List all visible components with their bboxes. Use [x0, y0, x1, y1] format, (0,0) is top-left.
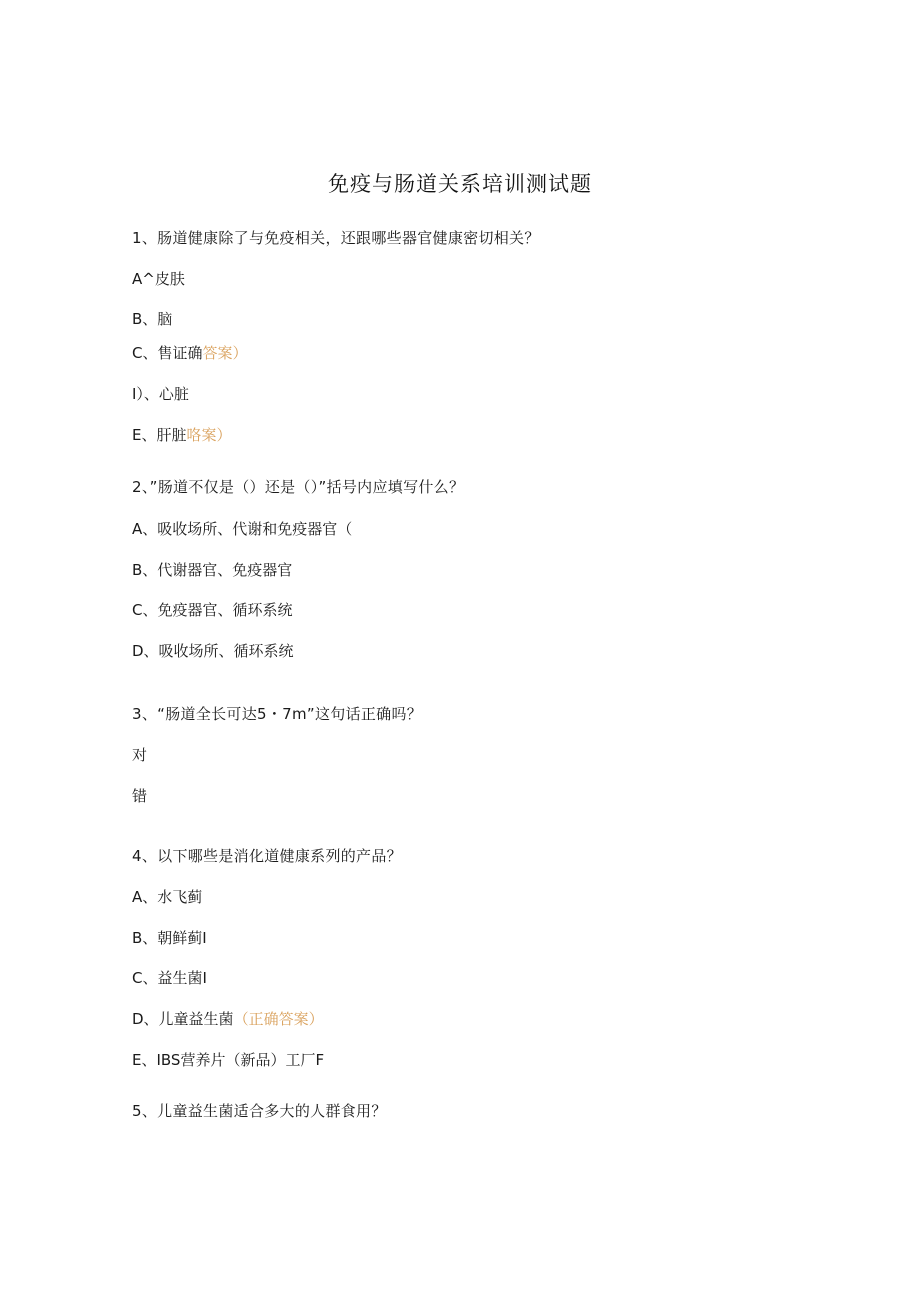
option-label: I）、心脏 — [132, 385, 189, 403]
option-label: C、益生菌I — [132, 969, 207, 987]
question-4-option-e — [132, 1050, 324, 1070]
question-4-option-b — [132, 928, 207, 948]
question-2-option-c — [132, 600, 292, 620]
document-title: 免疫与肠道关系培训测试题 — [328, 172, 592, 196]
question-1-option-d — [132, 384, 189, 404]
option-label: A、水飞蓟 — [132, 888, 203, 906]
option-label: C、免疫器官、循环系统 — [132, 601, 293, 619]
question-3-option-true — [132, 745, 147, 765]
question-4-option-c — [132, 968, 207, 988]
question-2-option-b — [132, 560, 292, 580]
answer-mark: 咯案） — [186, 426, 232, 444]
option-label: D、儿童益生菌 — [132, 1010, 234, 1028]
question-4: 4、以下哪些是消化道健康系列的产品？ — [132, 847, 402, 865]
option-label: E、IBS营养片（新品）工厂F — [132, 1051, 325, 1069]
option-label: 对 — [132, 746, 148, 764]
option-label: A、吸收场所、代谢和免疫器官（ — [132, 520, 353, 538]
question-2: 2、”肠道不仅是（）还是（）”括号内应填写什么？ — [132, 478, 465, 496]
option-label: 错 — [132, 787, 148, 805]
question-2-option-a — [132, 519, 352, 539]
answer-mark: （正确答案） — [233, 1010, 324, 1028]
question-1-option-a — [132, 269, 185, 289]
question-4-option-d — [132, 1009, 324, 1029]
question-4-option-a — [132, 887, 202, 907]
question-1-option-b — [132, 309, 172, 329]
option-label: B、代谢器官、免疫器官 — [132, 561, 293, 579]
question-3: 3、“肠道全长可达5・7m”这句话正确吗？ — [132, 705, 423, 723]
answer-mark: 答案） — [202, 344, 248, 362]
option-label: D、吸收场所、循环系统 — [132, 642, 294, 660]
option-label: A^皮肤 — [132, 270, 185, 288]
option-label: E、肝脏 — [132, 426, 187, 444]
option-label: C、售证确 — [132, 344, 203, 362]
option-label: B、脑 — [132, 310, 173, 328]
option-label: B、朝鲜蓟I — [132, 929, 207, 947]
question-5: 5、儿童益生菌适合多大的人群食用？ — [132, 1102, 387, 1120]
question-3-option-false — [132, 786, 147, 806]
question-1-option-e — [132, 425, 232, 445]
question-1: 1、肠道健康除了与免疫相关，还跟哪些器官健康密切相关？ — [132, 229, 540, 247]
question-1-option-c — [132, 343, 248, 363]
question-2-option-d — [132, 641, 294, 661]
